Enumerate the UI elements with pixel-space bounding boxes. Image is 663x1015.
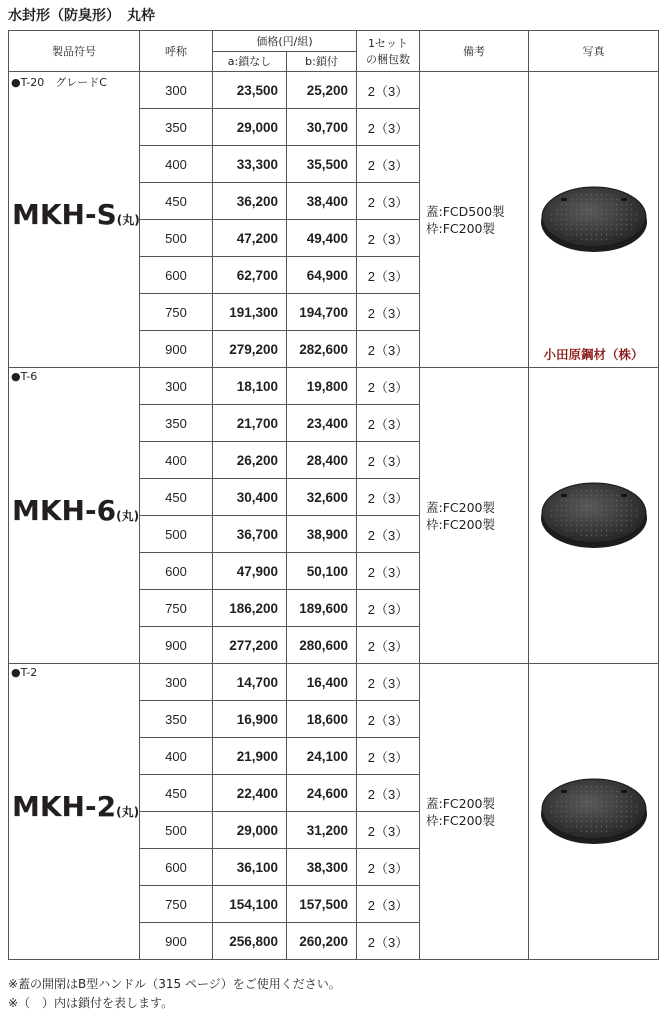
nominal-size: 750 bbox=[140, 886, 213, 923]
model-code: MKH-S bbox=[12, 198, 117, 231]
header-pack-line1: 1セット bbox=[368, 37, 409, 50]
price-b: 38,900 bbox=[287, 516, 357, 553]
price-a: 154,100 bbox=[213, 886, 287, 923]
pack-count: 2（3） bbox=[357, 516, 420, 553]
product-code-cell bbox=[9, 664, 140, 960]
price-a: 30,400 bbox=[213, 479, 287, 516]
table-row bbox=[9, 664, 659, 701]
nominal-size: 400 bbox=[140, 738, 213, 775]
manufacturer-name: 小田原鋼材（株） bbox=[543, 347, 644, 362]
header-nominal: 呼称 bbox=[140, 31, 213, 72]
price-b: 157,500 bbox=[287, 886, 357, 923]
product-photo bbox=[539, 478, 649, 553]
price-a: 16,900 bbox=[213, 701, 287, 738]
page-title: 水封形（防臭形） 丸枠 bbox=[8, 8, 155, 24]
nominal-size: 750 bbox=[140, 294, 213, 331]
nominal-size: 400 bbox=[140, 146, 213, 183]
model-code: MKH-2 bbox=[12, 790, 117, 823]
price-b: 30,700 bbox=[287, 109, 357, 146]
price-a: 21,700 bbox=[213, 405, 287, 442]
pack-count: 2（3） bbox=[357, 331, 420, 368]
price-b: 38,300 bbox=[287, 849, 357, 886]
remarks-cell bbox=[420, 72, 529, 368]
pack-count: 2（3） bbox=[357, 479, 420, 516]
price-b: 25,200 bbox=[287, 72, 357, 109]
price-a: 36,100 bbox=[213, 849, 287, 886]
pack-count: 2（3） bbox=[357, 738, 420, 775]
price-b: 189,600 bbox=[287, 590, 357, 627]
price-b: 24,100 bbox=[287, 738, 357, 775]
header-price: 価格(円/組) bbox=[213, 31, 357, 52]
footnote-chain: ※（ ）内は鎖付を表します。 bbox=[8, 996, 174, 1010]
nominal-size: 600 bbox=[140, 553, 213, 590]
pack-count: 2（3） bbox=[357, 220, 420, 257]
nominal-size: 300 bbox=[140, 368, 213, 405]
price-a: 33,300 bbox=[213, 146, 287, 183]
nominal-size: 300 bbox=[140, 664, 213, 701]
price-a: 186,200 bbox=[213, 590, 287, 627]
price-b: 18,600 bbox=[287, 701, 357, 738]
table-row bbox=[9, 72, 659, 109]
price-a: 21,900 bbox=[213, 738, 287, 775]
load-grade: ●T-20 グレードC bbox=[11, 76, 107, 89]
pack-count: 2（3） bbox=[357, 368, 420, 405]
nominal-size: 500 bbox=[140, 812, 213, 849]
pack-count: 2（3） bbox=[357, 701, 420, 738]
pack-count: 2（3） bbox=[357, 405, 420, 442]
remarks-frame-material: 枠:FC200製 bbox=[426, 516, 496, 532]
nominal-size: 350 bbox=[140, 405, 213, 442]
price-a: 18,100 bbox=[213, 368, 287, 405]
nominal-size: 900 bbox=[140, 331, 213, 368]
header-price-a: a:鎖なし bbox=[213, 51, 287, 72]
price-b: 38,400 bbox=[287, 183, 357, 220]
nominal-size: 900 bbox=[140, 627, 213, 664]
price-b: 16,400 bbox=[287, 664, 357, 701]
nominal-size: 350 bbox=[140, 109, 213, 146]
product-code-cell bbox=[9, 72, 140, 368]
pack-count: 2（3） bbox=[357, 664, 420, 701]
pack-count: 2（3） bbox=[357, 442, 420, 479]
nominal-size: 450 bbox=[140, 479, 213, 516]
nominal-size: 450 bbox=[140, 775, 213, 812]
pack-count: 2（3） bbox=[357, 812, 420, 849]
nominal-size: 300 bbox=[140, 72, 213, 109]
pack-count: 2（3） bbox=[357, 72, 420, 109]
price-a: 279,200 bbox=[213, 331, 287, 368]
model-name bbox=[12, 494, 139, 527]
price-b: 260,200 bbox=[287, 923, 357, 960]
nominal-size: 600 bbox=[140, 257, 213, 294]
price-a: 36,700 bbox=[213, 516, 287, 553]
price-b: 64,900 bbox=[287, 257, 357, 294]
manhole-cover-icon bbox=[539, 774, 649, 846]
manhole-cover-icon bbox=[539, 182, 649, 254]
photo-cell bbox=[529, 368, 659, 664]
pack-count: 2（3） bbox=[357, 886, 420, 923]
price-a: 277,200 bbox=[213, 627, 287, 664]
price-b: 49,400 bbox=[287, 220, 357, 257]
remarks-cover-material: 蓋:FCD500製 bbox=[426, 203, 505, 219]
nominal-size: 600 bbox=[140, 849, 213, 886]
pack-count: 2（3） bbox=[357, 923, 420, 960]
price-a: 14,700 bbox=[213, 664, 287, 701]
model-code: MKH-6 bbox=[12, 494, 117, 527]
price-table bbox=[8, 30, 659, 960]
header-price-b: b:鎖付 bbox=[287, 51, 357, 72]
pack-count: 2（3） bbox=[357, 775, 420, 812]
model-suffix: (丸) bbox=[116, 805, 140, 819]
product-code-cell bbox=[9, 368, 140, 664]
nominal-size: 450 bbox=[140, 183, 213, 220]
nominal-size: 500 bbox=[140, 220, 213, 257]
price-b: 194,700 bbox=[287, 294, 357, 331]
nominal-size: 400 bbox=[140, 442, 213, 479]
nominal-size: 350 bbox=[140, 701, 213, 738]
price-a: 23,500 bbox=[213, 72, 287, 109]
price-a: 29,000 bbox=[213, 812, 287, 849]
model-name bbox=[12, 198, 140, 231]
price-b: 23,400 bbox=[287, 405, 357, 442]
remarks-cell bbox=[420, 664, 529, 960]
price-a: 256,800 bbox=[213, 923, 287, 960]
pack-count: 2（3） bbox=[357, 257, 420, 294]
pack-count: 2（3） bbox=[357, 183, 420, 220]
price-b: 282,600 bbox=[287, 331, 357, 368]
remarks-cover-material: 蓋:FC200製 bbox=[426, 499, 496, 515]
pack-count: 2（3） bbox=[357, 294, 420, 331]
table-row bbox=[9, 368, 659, 405]
price-b: 280,600 bbox=[287, 627, 357, 664]
model-name bbox=[12, 790, 139, 823]
price-a: 191,300 bbox=[213, 294, 287, 331]
price-b: 32,600 bbox=[287, 479, 357, 516]
pack-count: 2（3） bbox=[357, 849, 420, 886]
remarks-frame-material: 枠:FC200製 bbox=[426, 812, 496, 828]
pack-count: 2（3） bbox=[357, 553, 420, 590]
product-photo bbox=[539, 182, 649, 257]
remarks-cell bbox=[420, 368, 529, 664]
model-suffix: (丸) bbox=[116, 213, 140, 227]
model-suffix: (丸) bbox=[116, 509, 140, 523]
price-a: 36,200 bbox=[213, 183, 287, 220]
pack-count: 2（3） bbox=[357, 146, 420, 183]
remarks-cover-material: 蓋:FC200製 bbox=[426, 795, 496, 811]
price-b: 28,400 bbox=[287, 442, 357, 479]
price-b: 50,100 bbox=[287, 553, 357, 590]
price-a: 62,700 bbox=[213, 257, 287, 294]
price-a: 47,900 bbox=[213, 553, 287, 590]
pack-count: 2（3） bbox=[357, 627, 420, 664]
price-a: 26,200 bbox=[213, 442, 287, 479]
load-grade: ●T-2 bbox=[11, 666, 38, 679]
product-photo bbox=[539, 774, 649, 849]
price-b: 24,600 bbox=[287, 775, 357, 812]
price-a: 47,200 bbox=[213, 220, 287, 257]
header-photo: 写真 bbox=[529, 31, 659, 72]
nominal-size: 750 bbox=[140, 590, 213, 627]
price-b: 19,800 bbox=[287, 368, 357, 405]
pack-count: 2（3） bbox=[357, 590, 420, 627]
nominal-size: 900 bbox=[140, 923, 213, 960]
price-b: 35,500 bbox=[287, 146, 357, 183]
photo-cell bbox=[529, 72, 659, 368]
header-remarks: 備考 bbox=[420, 31, 529, 72]
header-pack-line2: の梱包数 bbox=[366, 53, 411, 66]
remarks-frame-material: 枠:FC200製 bbox=[426, 220, 496, 236]
header-product-code: 製品符号 bbox=[9, 31, 140, 72]
pack-count: 2（3） bbox=[357, 109, 420, 146]
header-pack-count bbox=[357, 31, 420, 72]
price-a: 29,000 bbox=[213, 109, 287, 146]
load-grade: ●T-6 bbox=[11, 370, 38, 383]
price-b: 31,200 bbox=[287, 812, 357, 849]
nominal-size: 500 bbox=[140, 516, 213, 553]
price-a: 22,400 bbox=[213, 775, 287, 812]
manhole-cover-icon bbox=[539, 478, 649, 550]
photo-cell bbox=[529, 664, 659, 960]
footnote-handle: ※蓋の開閉はB型ハンドル（315 ページ）をご使用ください。 bbox=[8, 977, 341, 991]
